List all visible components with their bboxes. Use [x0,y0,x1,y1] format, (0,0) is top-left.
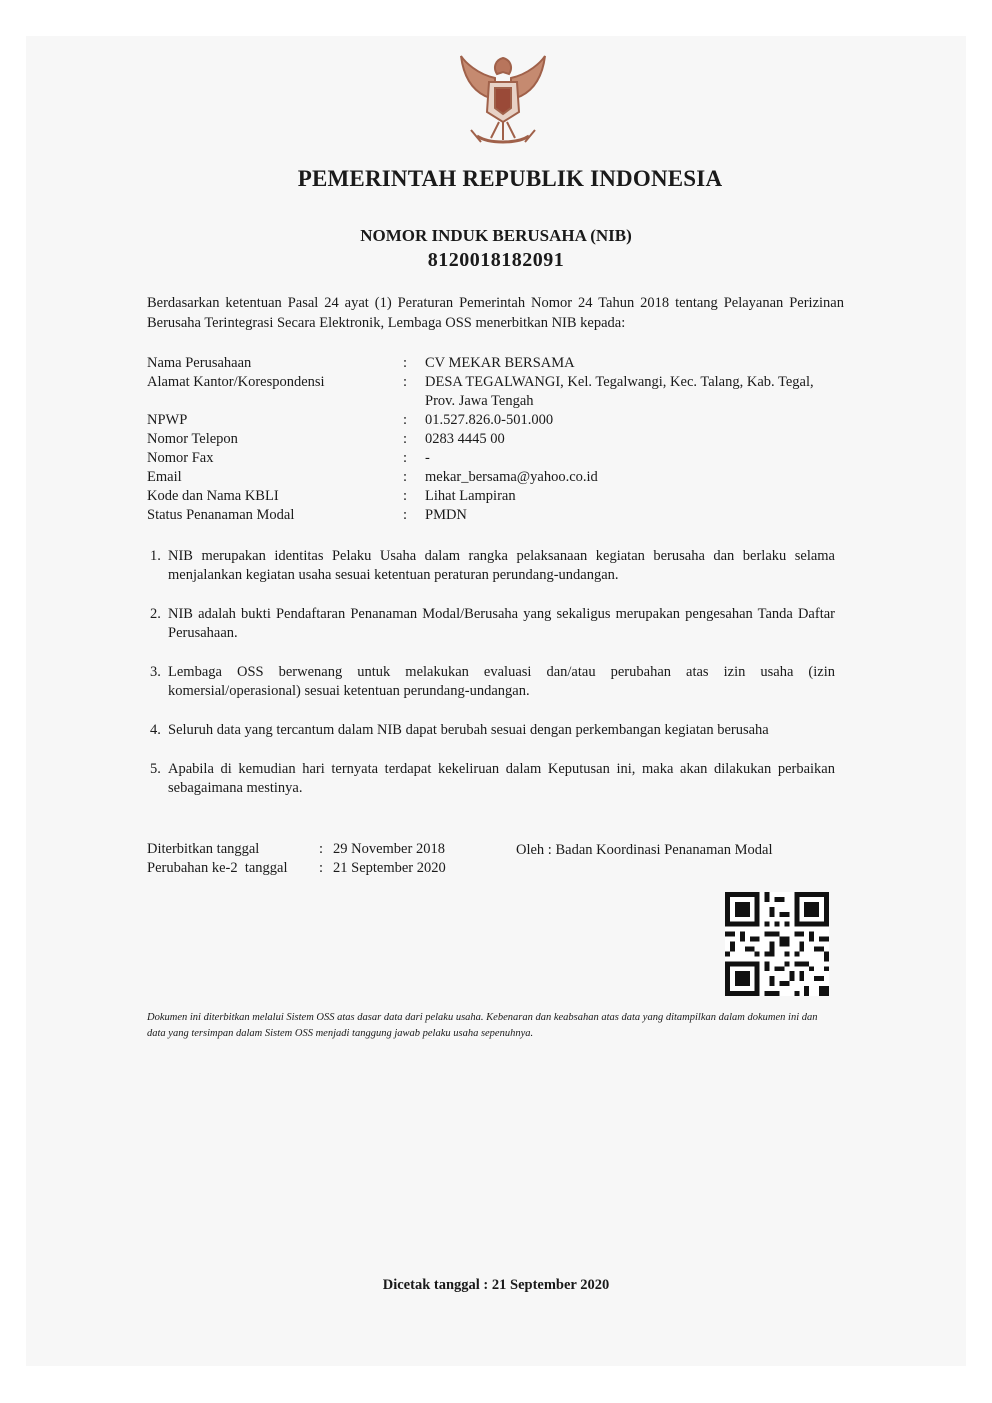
government-title: PEMERINTAH REPUBLIK INDONESIA [297,166,723,191]
info-value: Lihat Lampiran [425,488,516,504]
info-value: DESA TEGALWANGI, Kel. Tegalwangi, Kec. Talang, Kab. Tegal, Prov. Jawa Tengah [425,374,814,409]
company-info [147,354,815,525]
nib-label: NOMOR INDUK BERUSAHA (NIB) [360,226,632,245]
info-value: CV MEKAR BERSAMA [425,355,575,371]
change-separator: : [319,860,324,876]
info-row-address [147,373,815,411]
info-separator: : [403,469,408,485]
info-value: 0283 4445 00 [425,431,505,447]
info-row-kbli [147,487,815,506]
info-row-email [147,468,815,487]
info-label: Nama Perusahaan [147,355,252,371]
info-label: Nomor Fax [147,450,214,466]
change-label: Perubahan ke-2 tanggal [147,860,288,876]
list-text: Apabila di kemudian hari ternyata terdapat kekeliruan dalam Keputusan ini, maka akan dilakukan perbaikan sebagaimana mestinya. [168,761,835,796]
qr-code-icon [725,892,829,996]
list-number: 5. [150,761,161,777]
info-separator: : [403,355,408,371]
printed-date: Dicetak tanggal : 21 September 2020 [382,1277,610,1293]
list-item [150,760,835,798]
issuer: Oleh : Badan Koordinasi Penanaman Modal [516,842,773,858]
info-row-company-name [147,354,815,373]
info-value: mekar_bersama@yahoo.co.id [425,469,598,485]
info-label: NPWP [147,412,188,428]
list-item [150,547,835,585]
info-separator: : [403,488,408,504]
intro-paragraph: Berdasarkan ketentuan Pasal 24 ayat (1) Peraturan Pemerintah Nomor 24 Tahun 2018 tentang Pelayanan Perizinan Berusaha Terintegrasi Secara Elektronik, Lembaga OSS menerbitkan NIB kepada: [147,295,844,331]
info-value: - [425,450,430,466]
list-text: NIB adalah bukti Pendaftaran Penanaman Modal/Berusaha yang sekaligus merupakan pengesahan Tanda Daftar Perusahaan. [168,606,835,641]
issued-row [147,840,513,859]
issue-dates [147,840,513,878]
nib-number: 8120018182091 [427,249,565,271]
issued-label: Diterbitkan tanggal [147,841,260,857]
issued-date: 29 November 2018 [333,841,445,857]
list-number: 3. [150,664,161,680]
info-label: Email [147,469,182,485]
change-row [147,859,513,878]
list-text: Lembaga OSS berwenang untuk melakukan evaluasi dan/atau perubahan atas izin usaha (izin komersial/operasional) sesuai ketentuan perundang-undangan. [168,664,835,699]
change-date: 21 September 2020 [333,860,446,876]
info-value: PMDN [425,507,467,523]
garuda-emblem-icon [455,52,551,152]
info-separator: : [403,431,408,447]
list-text: NIB merupakan identitas Pelaku Usaha dalam rangka pelaksanaan kegiatan berusaha dan berlaku selama menjalankan kegiatan usaha sesuai ketentuan peraturan perundang-undangan. [168,548,835,583]
disclaimer: Dokumen ini diterbitkan melalui Sistem OSS atas dasar data dari pelaku usaha. Kebenaran dan keabsahan atas data yang ditampilkan dalam dokumen ini dan data yang tersimpan dalam Sistem OSS menjadi tanggung jawab pelaku usaha sepenuhnya. [147,1012,818,1039]
list-text: Seluruh data yang tercantum dalam NIB dapat berubah sesuai dengan perkembangan kegiatan berusaha [168,722,769,738]
info-label: Nomor Telepon [147,431,238,447]
list-number: 4. [150,722,161,738]
issued-separator: : [319,841,324,857]
info-row-phone [147,430,815,449]
list-number: 2. [150,606,161,622]
info-separator: : [403,450,408,466]
info-separator: : [403,374,408,390]
list-item [150,605,835,643]
info-separator: : [403,507,408,523]
list-number: 1. [150,548,161,564]
info-row-npwp [147,411,815,430]
list-item [150,721,835,740]
info-label: Alamat Kantor/Korespondensi [147,374,325,390]
info-separator: : [403,412,408,428]
info-label: Kode dan Nama KBLI [147,488,279,504]
provisions-list [150,547,835,818]
list-item [150,663,835,701]
info-row-investment-status [147,506,815,525]
info-label: Status Penanaman Modal [147,507,295,523]
info-row-fax [147,449,815,468]
info-value: 01.527.826.0-501.000 [425,412,554,428]
